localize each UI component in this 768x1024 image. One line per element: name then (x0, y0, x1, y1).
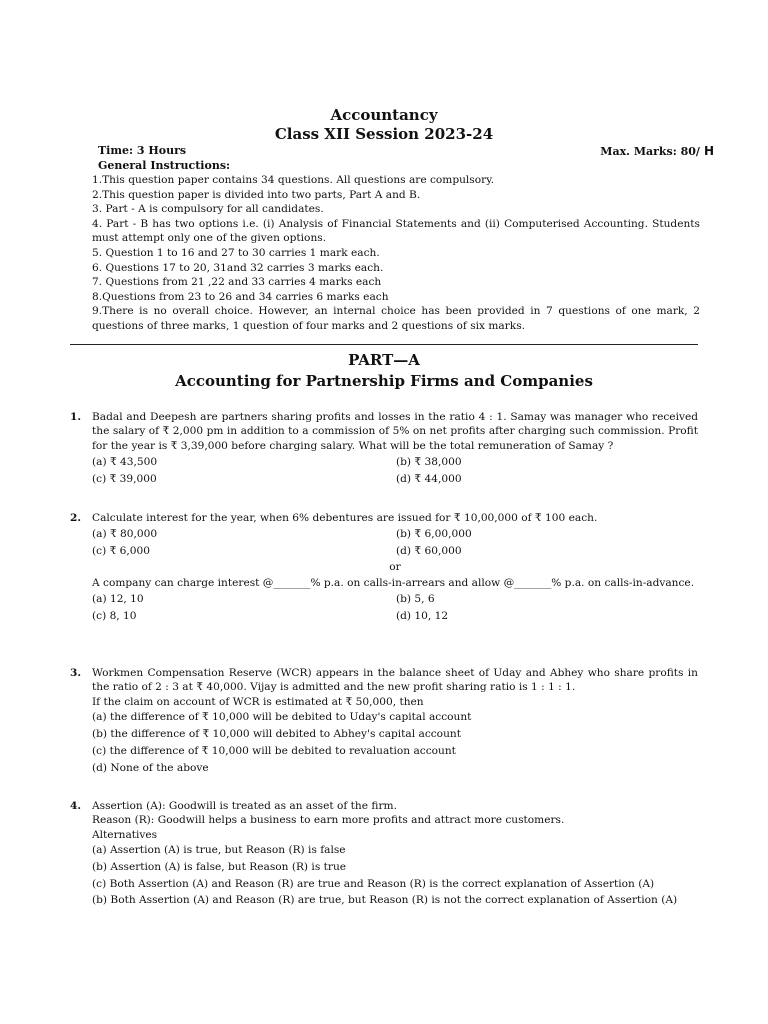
instructions-list (92, 173, 700, 334)
question-text: Workmen Compensation Reserve (WCR) appears in the balance sheet of Uday and Abhey who share profits in the ratio of 2 : 3 at ₹ 40,000. Vijay is admitted and the new profit sharing ratio is 1 : 1 : 1. (92, 667, 698, 694)
question-number: 4. (70, 800, 82, 812)
part-title: PART—A (348, 351, 420, 369)
option-a: (a) 12, 10 (92, 593, 144, 606)
option-b: (b) the difference of ₹ 10,000 will debited to Abhey's capital account (92, 728, 461, 741)
option-b: (b) ₹ 6,00,000 (396, 528, 472, 541)
alternate-question-text: A company can charge interest @_______% p.a. on calls-in-arrears and allow @_______% p.a. on calls-in-advance. (92, 576, 695, 589)
max-marks-suffix: H (703, 144, 714, 158)
instruction-item: 4. Part - B has two options i.e. (i) Analysis of Financial Statements and (ii) Computerised Accounting. Students must attempt only one of the given options. (92, 217, 700, 245)
question-2 (70, 511, 698, 624)
or-separator: or (389, 561, 401, 574)
option-d: (b) Both Assertion (A) and Reason (R) are true, but Reason (R) is not the correct explanation of Assertion (A) (92, 893, 678, 906)
meta-row (98, 144, 718, 157)
question-number: 2. (70, 512, 82, 524)
option-b: (b) ₹ 38,000 (396, 456, 462, 469)
subject-title: Accountancy (330, 106, 438, 124)
question-number: 1. (70, 411, 82, 423)
max-marks (600, 144, 714, 158)
option-d: (d) None of the above (92, 761, 209, 774)
option-a: (a) ₹ 43,500 (92, 456, 158, 469)
general-instructions-heading: General Instructions: (98, 159, 231, 172)
instruction-item: 6. Questions 17 to 20, 31and 32 carries 3 marks each. (92, 261, 384, 274)
instruction-item: 7. Questions from 21 ,22 and 33 carries 4 marks each (92, 276, 382, 289)
class-session-title: Class XII Session 2023-24 (274, 125, 494, 143)
option-c: (c) 8, 10 (92, 609, 137, 622)
question-number: 3. (70, 667, 82, 679)
divider (70, 344, 698, 345)
instruction-item: 2.This question paper is divided into two parts, Part A and B. (92, 188, 421, 201)
question-text: Badal and Deepesh are partners sharing profits and losses in the ratio 4 : 1. Samay was manager who received the salary of ₹ 2,000 pm in addition to a commission of 5% on net profits after charging such commission. Profit for the year is ₹ 3,39,000 before charging salary. What will be the total remuneration of Samay ? (92, 411, 698, 452)
instruction-item: 5. Question 1 to 16 and 27 to 30 carries 1 mark each. (92, 246, 380, 259)
time-label: Time: 3 Hours (98, 144, 187, 157)
options-list (92, 842, 698, 907)
options-list (92, 709, 698, 776)
question-4 (70, 799, 698, 907)
option-b: (b) Assertion (A) is false, but Reason (R) is true (92, 861, 347, 874)
question-text: Calculate interest for the year, when 6% debentures are issued for ₹ 10,00,000 of ₹ 100 each. (92, 512, 598, 524)
max-marks-label: Max. Marks: 80/ (600, 145, 700, 158)
alternatives-label: Alternatives (92, 828, 158, 841)
instruction-item: 9.There is no overall choice. However, an internal choice has been provided in 7 questions of one mark, 2 questions of three marks, 1 question of four marks and 2 questions of six marks. (92, 305, 700, 332)
instruction-item: 3. Part - A is compulsory for all candidates. (92, 203, 324, 216)
option-d: (d) ₹ 44,000 (396, 472, 462, 485)
instruction-item: 1.This question paper contains 34 questions. All questions are compulsory. (92, 174, 495, 186)
question-text-line-2: If the claim on account of WCR is estimated at ₹ 50,000, then (92, 695, 424, 708)
option-c: (c) the difference of ₹ 10,000 will be debited to revaluation account (92, 744, 456, 757)
options-grid (92, 526, 698, 559)
option-b: (b) 5, 6 (396, 593, 435, 606)
option-d: (d) ₹ 60,000 (396, 544, 462, 557)
alternate-options-grid (92, 591, 698, 624)
options-grid (92, 454, 698, 487)
question-1 (70, 410, 698, 487)
option-c: (c) ₹ 6,000 (92, 544, 151, 557)
option-c: (c) Both Assertion (A) and Reason (R) are true and Reason (R) is the correct explanation of Assertion (A) (92, 877, 655, 890)
part-subtitle: Accounting for Partnership Firms and Companies (175, 372, 593, 390)
option-c: (c) ₹ 39,000 (92, 472, 157, 485)
option-a: (a) the difference of ₹ 10,000 will be debited to Uday's capital account (92, 711, 472, 724)
question-3 (70, 666, 698, 776)
option-d: (d) 10, 12 (396, 609, 449, 622)
instruction-item: 8.Questions from 23 to 26 and 34 carries 6 marks each (92, 290, 389, 303)
option-a: (a) Assertion (A) is true, but Reason (R) is false (92, 844, 346, 857)
reason-text: Reason (R): Goodwill helps a business to earn more profits and attract more customers. (92, 814, 565, 827)
option-a: (a) ₹ 80,000 (92, 528, 158, 541)
assertion-text: Assertion (A): Goodwill is treated as an asset of the firm. (92, 800, 397, 812)
